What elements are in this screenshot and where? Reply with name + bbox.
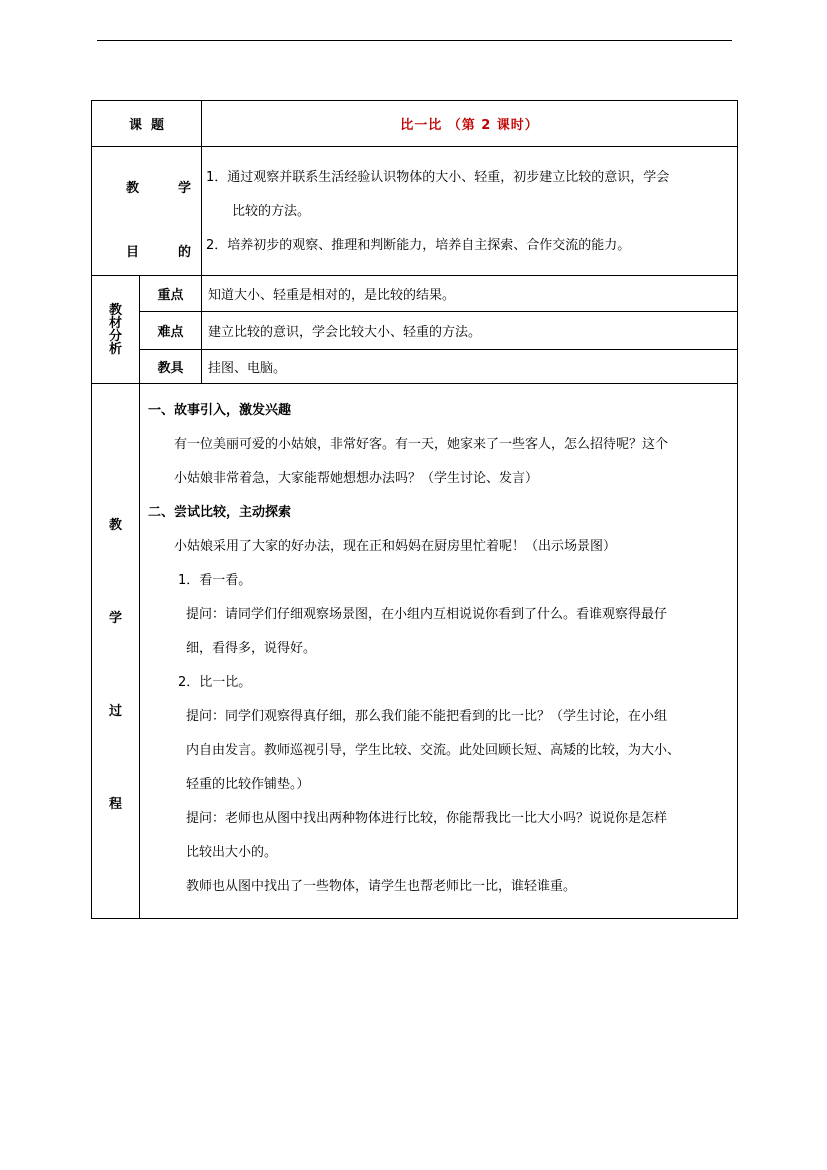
process-label-char: 学 (108, 611, 122, 626)
material-key-label: 重点 (140, 276, 202, 312)
topic-label: 课 题 (92, 101, 202, 147)
goals-text (202, 147, 738, 276)
lesson-plan-table (91, 100, 738, 919)
process-label-char: 教 (108, 518, 122, 533)
material-tools-text: 挂图、电脑。 (202, 350, 738, 384)
process-row (92, 384, 738, 919)
goals-row (92, 147, 738, 276)
goals-label (92, 147, 202, 276)
process-body (140, 384, 738, 919)
material-row-key (92, 276, 738, 312)
goals-label-line1: 教 学 (126, 181, 202, 196)
step-heading: 2．比一比。 (178, 675, 252, 690)
paragraph: 轻重的比较作铺垫。） (186, 777, 310, 792)
paragraph: 内自由发言。教师巡视引导，学生比较、交流。此处回顾长短、高矮的比较，为大小、 (186, 743, 681, 758)
header-rule (97, 40, 732, 41)
material-row-difficulty (92, 312, 738, 350)
process-label-char: 过 (108, 704, 122, 719)
paragraph: 小姑娘采用了大家的好办法，现在正和妈妈在厨房里忙着呢！（出示场景图） (174, 539, 617, 554)
material-row-tools (92, 350, 738, 384)
section-heading: 二、尝试比较，主动探索 (148, 505, 292, 520)
goal-line: 比较的方法。 (232, 204, 311, 219)
topic-row (92, 101, 738, 147)
paragraph: 提问：同学们观察得真仔细，那么我们能不能把看到的比一比？（学生讨论，在小组 (186, 709, 668, 724)
materials-label-char: 教 (108, 302, 122, 318)
material-difficulty-label: 难点 (140, 312, 202, 350)
paragraph: 小姑娘非常着急，大家能帮她想想办法吗？（学生讨论、发言） (174, 471, 539, 486)
goal-line: 1．通过观察并联系生活经验认识物体的大小、轻重，初步建立比较的意识，学会 (206, 170, 670, 185)
materials-label (92, 276, 140, 384)
goals-label-line2: 目 的 (126, 245, 202, 260)
materials-label-char: 分 (108, 328, 122, 344)
materials-label-char: 材 (108, 315, 122, 331)
material-key-text: 知道大小、轻重是相对的，是比较的结果。 (202, 276, 738, 312)
paragraph: 有一位美丽可爱的小姑娘，非常好客。有一天，她家来了一些客人，怎么招待呢？这个 (174, 437, 669, 452)
process-label (92, 384, 140, 919)
paragraph: 提问：请同学们仔细观察场景图，在小组内互相说说你看到了什么。看谁观察得最仔 (186, 607, 668, 622)
step-heading: 1．看一看。 (178, 573, 252, 588)
paragraph: 细，看得多，说得好。 (186, 641, 317, 656)
paragraph: 比较出大小的。 (186, 845, 278, 860)
paragraph: 教师也从图中找出了一些物体，请学生也帮老师比一比，谁轻谁重。 (186, 879, 577, 894)
paragraph: 提问：老师也从图中找出两种物体进行比较，你能帮我比一比大小吗？说说你是怎样 (186, 811, 668, 826)
goal-line: 2．培养初步的观察、推理和判断能力，培养自主探索、合作交流的能力。 (206, 238, 631, 253)
section-heading: 一、故事引入，激发兴趣 (148, 403, 292, 418)
process-label-char: 程 (108, 797, 122, 812)
material-tools-label: 教具 (140, 350, 202, 384)
materials-label-char: 析 (108, 341, 122, 357)
lesson-title: 比一比 （第 2 课时） (202, 101, 738, 147)
material-difficulty-text: 建立比较的意识，学会比较大小、轻重的方法。 (202, 312, 738, 350)
